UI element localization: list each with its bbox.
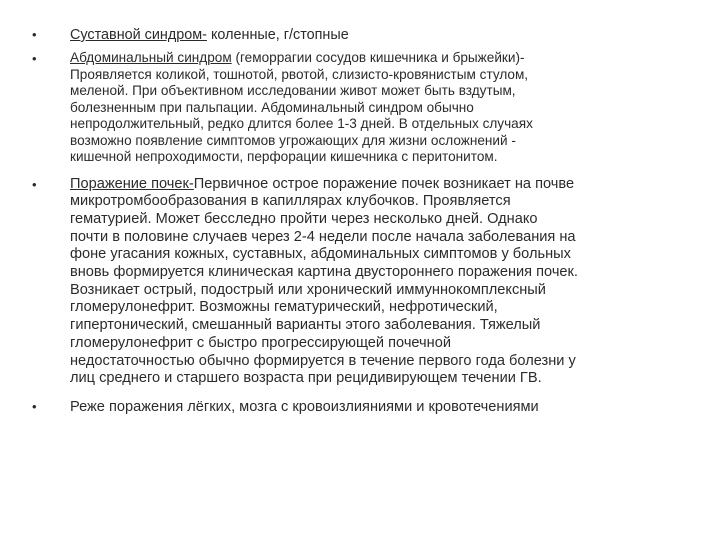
bullet-abdominal-syndrome xyxy=(32,50,692,166)
bullet-text: микротромбообразования в капиллярах клубочков. Проявляется xyxy=(70,193,511,210)
bullet-text: кишечной непроходимости, перфорации кишечника с перитонитом. xyxy=(70,149,498,164)
bullet-text: вновь формируется клиническая картина двустороннего поражения почек. xyxy=(70,264,578,281)
bullet-text: возможно появление симптомов угрожающих для жизни осложнений - xyxy=(70,132,516,148)
bullet-text: болезненным при пальпации. Абдоминальный синдром обычно xyxy=(70,99,474,115)
bullet-text: непродолжительный, редко длится более 1-3 дней. В отдельных случаях xyxy=(70,116,533,131)
bullet-text: гипертонический, смешанный варианты этого заболевания. Тяжелый xyxy=(70,317,541,334)
bullet-dot: • xyxy=(32,27,37,42)
bullet-title: Абдоминальный синдром xyxy=(70,50,232,65)
bullet-list xyxy=(32,26,692,416)
bullet-text: Проявляется коликой, тошнотой, рвотой, слизисто-кровянистым стулом, xyxy=(70,66,529,82)
bullet-title: Суставной синдром- xyxy=(70,27,207,43)
bullet-text: лиц среднего и старшего возраста при рецидивирующем течении ГВ. xyxy=(70,370,542,387)
bullet-text: меленой. При объективном исследовании живот может быть вздутым, xyxy=(70,83,516,98)
bullet-joint-syndrome xyxy=(32,26,692,44)
bullet-text: гломерулонефрит с быстро прогрессирующей почечной xyxy=(70,334,451,351)
bullet-text: гематурией. Может бесследно пройти через несколько дней. Однако xyxy=(70,210,538,227)
bullet-text: фоне угасания кожных, суставных, абдоминальных симптомов у больных xyxy=(70,246,571,263)
bullet-title: Поражение почек- xyxy=(70,175,194,192)
bullet-text: почти в половине случаев через 2-4 недели после начала заболевания на xyxy=(70,228,576,245)
bullet-text: Реже поражения лёгких, мозга с кровоизлияниями и кровотечениями xyxy=(70,398,539,415)
bullet-dot: • xyxy=(32,398,37,414)
bullet-text: Первичное острое поражение почек возникает на почве xyxy=(193,175,575,192)
bullet-kidney-damage xyxy=(32,176,692,388)
bullet-text: коленные, г/стопные xyxy=(206,27,349,43)
bullet-other-lesions xyxy=(32,398,692,416)
bullet-dot: • xyxy=(32,176,37,192)
bullet-dot: • xyxy=(32,51,37,66)
bullet-text: Возникает острый, подострый или хронический иммуннокомплексный xyxy=(70,281,546,298)
bullet-text: недостаточностью обычно формируется в течение первого года болезни у xyxy=(70,352,576,369)
bullet-text: (геморрагии сосудов кишечника и брыжейки)- xyxy=(231,50,525,65)
bullet-text: гломерулонефрит. Возможны гематурический, нефротический, xyxy=(70,299,498,316)
